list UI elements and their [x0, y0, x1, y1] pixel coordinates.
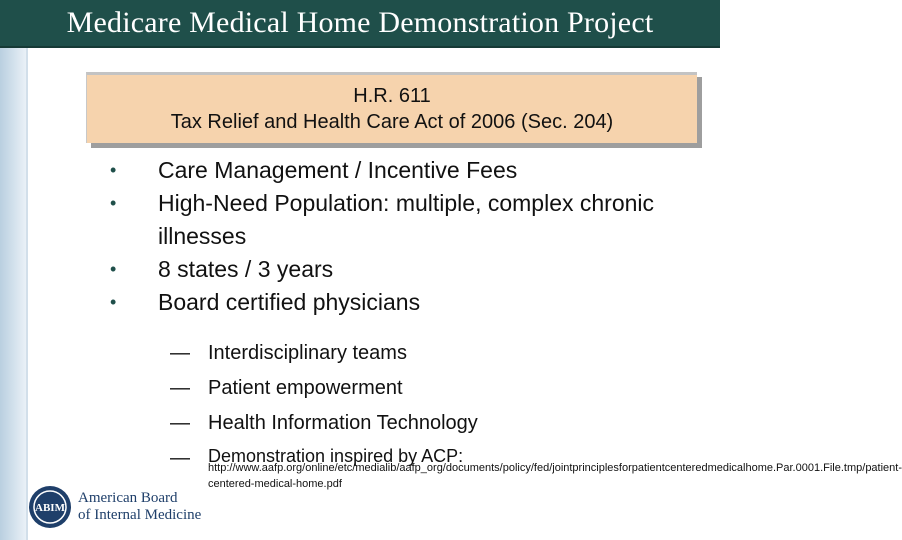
sub-bullet-text: Demonstration inspired by ACP: — [208, 446, 464, 466]
title-bar — [0, 0, 720, 48]
bullet-item — [100, 154, 700, 187]
heading-line-1: H.R. 611 — [353, 85, 431, 107]
dash-glyph: — — [170, 412, 190, 434]
logo-line-2: of Internal Medicine — [78, 507, 202, 523]
sub-bullet-text: Patient empowerment — [208, 377, 403, 399]
left-decorative-stripe — [0, 48, 26, 540]
dash-glyph: — — [170, 447, 190, 469]
bullet-glyph: • — [110, 292, 117, 312]
bullet-item — [100, 253, 700, 286]
sub-bullet-text: Interdisciplinary teams — [208, 342, 407, 364]
abim-logo-text — [78, 490, 201, 524]
bullet-text: Board certified physicians — [158, 289, 421, 315]
dash-glyph: — — [170, 342, 190, 364]
bullet-text: High-Need Population: multiple, complex chronic illnesses — [158, 190, 655, 249]
bullet-list — [100, 154, 700, 319]
abim-seal-icon — [28, 485, 72, 529]
left-stripe-divider — [26, 48, 28, 540]
source-url: http://www.aafp.org/online/etc/medialib/aafp_org/documents/policy/fed/jointprinciplesforpatientcenteredmedicalhome.Par.0001.File.tmp/patient-centered-medical-home.pdf — [208, 462, 902, 490]
bullet-glyph: • — [110, 193, 117, 213]
heading-box — [86, 72, 697, 143]
heading-line-2: Tax Relief and Health Care Act of 2006 (Sec. 204) — [170, 111, 614, 133]
sub-bullet-item — [170, 336, 690, 371]
abim-seal-text: ABIM — [35, 502, 65, 514]
bullet-text: 8 states / 3 years — [158, 256, 334, 282]
bullet-glyph: • — [110, 160, 117, 180]
sub-bullet-list — [170, 336, 690, 476]
logo-line-1: American Board — [78, 490, 178, 506]
sub-bullet-text: Health Information Technology — [208, 412, 478, 434]
bullet-text: Care Management / Incentive Fees — [158, 157, 518, 183]
bullet-glyph: • — [110, 259, 117, 279]
bullet-item — [100, 187, 700, 253]
dash-glyph: — — [170, 377, 190, 399]
slide-title: Medicare Medical Home Demonstration Project — [66, 6, 654, 39]
sub-bullet-item — [170, 371, 690, 406]
sub-bullet-item — [170, 406, 690, 441]
abim-logo — [28, 485, 201, 529]
bullet-item — [100, 286, 700, 319]
